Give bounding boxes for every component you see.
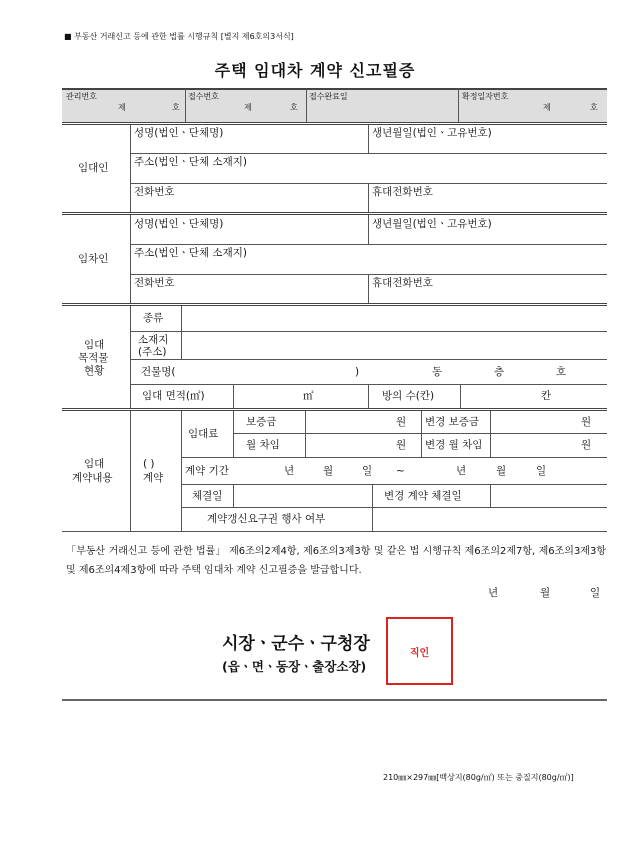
lessor-name-label: 성명(법인ㆍ단체명) [134,127,224,139]
divider [490,411,491,457]
mgmt-je: 제 [118,103,126,112]
change-signed-label: 변경 계약 체결일 [384,490,462,502]
rent-label: 임대료 [188,428,219,440]
lessee-mobile-label: 휴대전화번호 [372,277,433,289]
lessee-birth-label: 생년월일(법인ㆍ고유번호) [372,218,492,230]
issue-month: 월 [540,587,551,599]
period-end-year: 년 [456,465,467,477]
period-start-day: 일 [362,465,373,477]
sqm-unit: ㎡ [303,390,314,402]
paper-spec-footer: 210㎜×297㎜[백상지(80g/㎡) 또는 중질지(80g/㎡)] [383,773,574,782]
divider [130,306,131,408]
row-line [62,531,607,532]
issue-year: 년 [488,587,499,599]
period-end-month: 월 [496,465,507,477]
lessor-phone-label: 전화번호 [134,186,175,198]
legal-statement: 「부동산 거래신고 등에 관한 법률」 제6조의2제4항, 제6조의3제3항 및 같은 법 시행규칙 제6조의2제7항, 제6조의3제3항 및 제6조의4제3항에 따라 주택 임대차 계약 신고필증을 발급합니다. [66,546,606,576]
period-end-day: 일 [536,465,547,477]
cheung-label: 층 [494,366,505,378]
lessor-address-label: 주소(법인ㆍ단체 소재지) [134,156,247,168]
divider [460,384,461,408]
period-start-year: 년 [284,465,295,477]
receipt-no-label: 접수번호 [188,92,219,101]
section-rule [62,212,607,215]
divider [130,124,131,212]
seal-label: 직인 [409,647,430,659]
property-location-label-2: (주소) [138,346,167,358]
lessor-section-label: 임대인 [78,162,109,174]
divider [181,306,182,359]
section-rule [62,408,607,411]
contract-section-label-2: 계약내용 [72,472,113,484]
row-line [130,359,607,360]
lessee-section-label: 임차인 [78,253,109,265]
property-section-label-3: 현황 [84,365,105,377]
divider [233,411,234,457]
bottom-rule [62,699,607,701]
row-line [130,153,607,154]
divider [368,384,369,408]
property-type-label: 종류 [143,312,164,324]
row-line [181,484,607,485]
deposit-change-won: 원 [581,416,592,428]
divider [368,124,369,153]
row-line [233,433,607,434]
renewal-label: 계약갱신요구권 행사 여부 [207,513,326,525]
date-fixed-no-label: 확정일자번호 [462,92,509,101]
divider [458,89,459,122]
divider [181,411,182,531]
period-tilde: ~ [396,465,405,477]
receipt-done-label: 접수완료일 [309,92,348,101]
deposit-won: 원 [396,416,407,428]
divider [368,215,369,244]
row-line [130,244,607,245]
monthly-change-won: 원 [581,439,592,451]
kan-unit: 칸 [541,390,552,402]
divider [368,274,369,303]
divider [421,411,422,457]
divider [305,411,306,457]
row-line [130,274,607,275]
divider [306,89,307,122]
divider [130,411,131,531]
property-section-label-1: 임대 [84,339,105,351]
form-reference-note: ■ 부동산 거래신고 등에 관한 법률 시행규칙 [별지 제6호의3서식] [64,32,294,41]
monthly-label: 월 차임 [246,439,280,451]
building-name-label: 건물명( [141,366,176,378]
issuer-subtitle: (읍ㆍ면ㆍ동장ㆍ출장소장) [222,659,367,674]
divider [490,484,491,507]
lessee-name-label: 성명(법인ㆍ단체명) [134,218,224,230]
building-paren-close: ) [355,366,360,378]
row-line [130,384,607,385]
divider [130,215,131,303]
lessor-mobile-label: 휴대전화번호 [372,186,433,198]
document-title: 주택 임대차 계약 신고필증 [214,61,416,80]
property-location-label-1: 소재지 [138,334,169,346]
lessor-birth-label: 생년월일(법인ㆍ고유번호) [372,127,492,139]
lessee-address-label: 주소(법인ㆍ단체 소재지) [134,247,247,259]
property-section-label-2: 목적물 [78,352,109,364]
fixed-je: 제 [543,103,551,112]
row-line [181,507,607,508]
fixed-ho: 호 [590,103,598,112]
deposit-change-label: 변경 보증금 [425,416,480,428]
mgmt-ho: 호 [172,103,180,112]
mgmt-no-label: 관리번호 [66,92,97,101]
official-seal-box [386,617,453,685]
monthly-change-label: 변경 월 차임 [425,439,483,451]
deposit-label: 보증금 [246,416,277,428]
receipt-ho: 호 [290,103,298,112]
ho-label: 호 [556,366,567,378]
lessee-phone-label: 전화번호 [134,277,175,289]
rooms-label: 방의 수(칸) [382,390,435,402]
receipt-je: 제 [244,103,252,112]
rule [62,88,607,90]
contract-section-label-1: 임대 [84,458,105,470]
section-rule [62,303,607,306]
row-line [181,457,607,458]
divider [185,89,186,122]
dong-label: 동 [432,366,443,378]
contract-kind-label: 계약 [143,472,164,484]
divider [233,484,234,507]
contract-kind-paren: ( ) [143,458,155,470]
divider [233,384,234,408]
divider [368,183,369,212]
signed-label: 체결일 [192,490,223,502]
section-rule [62,122,607,125]
issuer-title: 시장ㆍ군수ㆍ구청장 [222,634,370,654]
row-line [130,183,607,184]
period-start-month: 월 [323,465,334,477]
period-label: 계약 기간 [185,465,229,477]
row-line [130,331,607,332]
monthly-won: 원 [396,439,407,451]
area-label: 임대 면적(㎡) [142,390,205,402]
issue-day: 일 [590,587,601,599]
